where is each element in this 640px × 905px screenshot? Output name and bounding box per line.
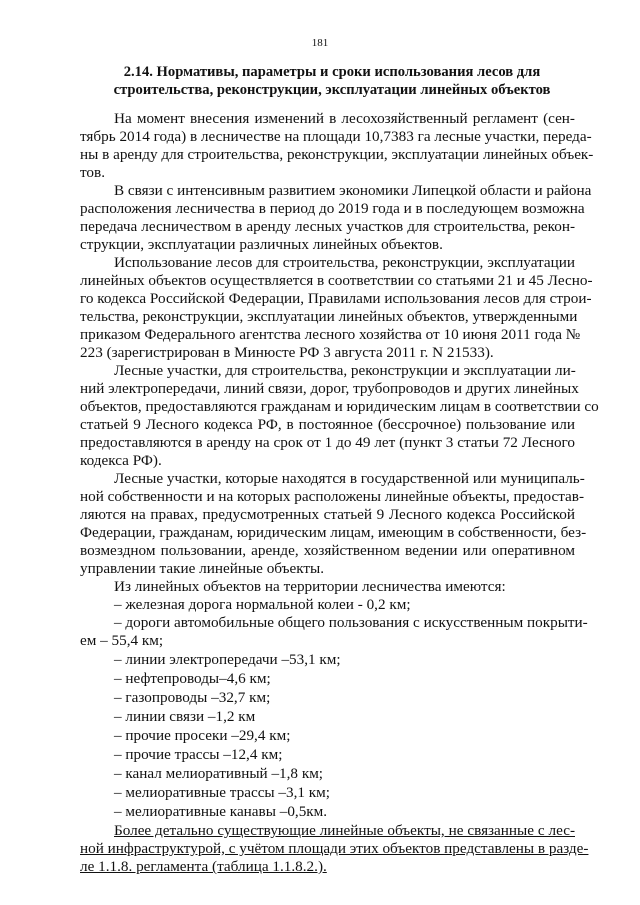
list-item: – прочие просеки –29,4 км; [114,727,291,744]
text-line: тельства, реконструкции, эксплуатации линейных объектов, утвержденными [80,308,578,325]
text-line: тов. [80,164,105,181]
text-line: ной инфраструктурой, с учётом площади этих объектов представлены в разде- [80,840,589,857]
text-line: статьей 9 Лесного кодекса РФ, в постоянное (бессрочное) пользование или [80,416,575,433]
text-line: Использование лесов для строительства, реконструкции, эксплуатации [114,254,575,271]
text-line: Лесные участки, которые находятся в государственной или муниципаль- [114,470,585,487]
heading-line: строительства, реконструкции, эксплуатации линейных объектов [113,82,551,98]
list-item: – дороги автомобильные общего пользования с искусственным покрыти- [114,614,588,631]
list-item: – газопроводы –32,7 км; [114,689,271,706]
text-line: ний электропередачи, линий связи, дорог, трубопроводов и других линейных [80,380,579,397]
page-number: 181 [311,37,329,49]
list-item: – линии связи –1,2 км [114,708,256,725]
text-line: Из линейных объектов на территории лесничества имеются: [114,578,506,595]
text-line: предоставляются в аренду на срок от 1 до 49 лет (пункт 3 статьи 72 Лесного [80,434,575,451]
text-line: Федерации, гражданам, юридическим лицам, имеющим в собственности, без- [80,524,587,541]
text-line: передача лесничеством в аренду лесных участков для строительства, рекон- [80,218,575,235]
text-line: ле 1.1.8. регламента (таблица 1.1.8.2.). [80,858,327,875]
list-item: – железная дорога нормальной колеи - 0,2 км; [114,596,411,613]
list-item: – мелиоративные канавы –0,5км. [114,803,328,820]
list-item-continuation: ем – 55,4 км; [80,632,164,649]
list-item: – мелиоративные трассы –3,1 км; [114,784,331,801]
text-line: тябрь 2014 года) в лесничестве на площади 10,7383 га лесные участки, переда- [80,128,592,145]
list-item: – канал мелиоративный –1,8 км; [114,765,324,782]
text-line: управлении такие линейные объекты. [80,560,325,577]
text-line: приказом Федерального агентства лесного хозяйства от 10 июня 2011 года № [80,326,581,343]
text-line: ляются на правах, предусмотренных статьей 9 Лесного кодекса Российской [80,506,575,523]
list-item: – линии электропередачи –53,1 км; [114,651,341,668]
text-line: возмездном пользовании, аренде, хозяйственном ведении или оперативном [80,542,575,559]
text-line: Более детально существующие линейные объекты, не связанные с лес- [114,822,575,839]
heading-line: 2.14. Нормативы, параметры и сроки использования лесов для [123,64,541,80]
text-line: В связи с интенсивным развитием экономики Липецкой области и района [114,182,592,199]
text-line: кодекса РФ). [80,452,162,469]
text-line: ны в аренду для строительства, реконструкции, эксплуатации линейных объек- [80,146,594,163]
list-item: – прочие трассы –12,4 км; [114,746,283,763]
text-line: На момент внесения изменений в лесохозяйственный регламент (сен- [114,110,575,127]
text-line: струкции, эксплуатации различных линейных объектов. [80,236,443,253]
text-line: го кодекса Российской Федерации, Правилами использования лесов для строи- [80,290,592,307]
text-line: 223 (зарегистрирован в Минюсте РФ 3 августа 2011 г. N 21533). [80,344,494,361]
text-line: Лесные участки, для строительства, реконструкции и эксплуатации ли- [114,362,576,379]
text-line: расположения лесничества в период до 2019 года и в последующем возможна [80,200,585,217]
text-line: объектов, предоставляются гражданам и юридическим лицам в соответствии со [80,398,599,415]
text-line: линейных объектов осуществляется в соответствии со статьями 21 и 45 Лесно- [80,272,593,289]
list-item: – нефтепроводы–4,6 км; [114,670,271,687]
text-line: ной собственности и на которых расположены линейные объекты, предостав- [80,488,585,505]
section-heading [84,63,580,99]
